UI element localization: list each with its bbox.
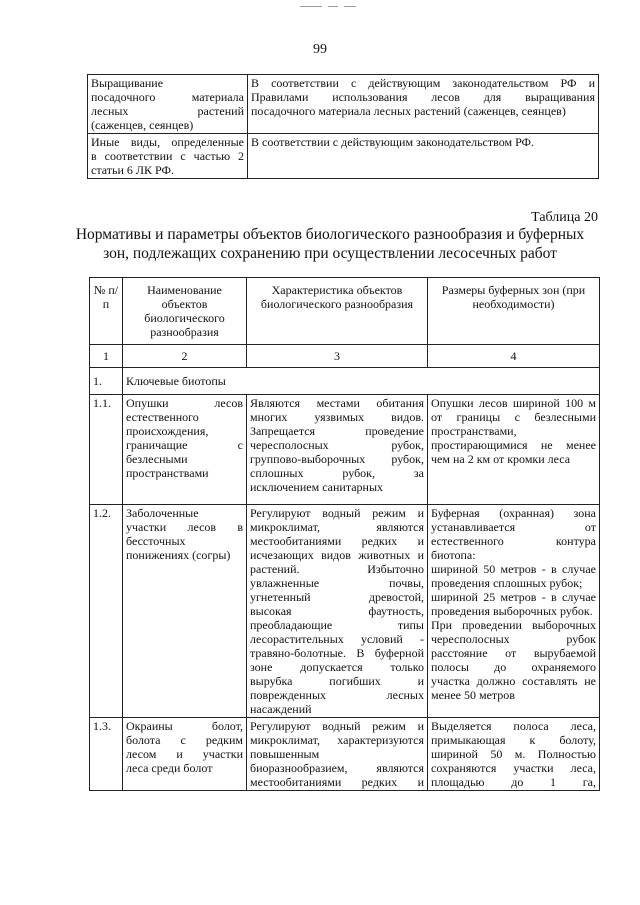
row-num: 1.3. <box>90 718 123 791</box>
table-title: Нормативы и параметры объектов биологического разнообразия и буферных зон, подлежащих сохранению при осуществлении лесосечных работ <box>75 226 585 262</box>
biodiversity-table <box>89 277 600 791</box>
activity-value-cell: В соответствии с действующим законодательством РФ. <box>248 134 599 179</box>
biotope-name: Заболоченные участки лесов в бессточных понижениях (согры) <box>123 505 247 718</box>
column-index-row <box>90 345 600 368</box>
activity-name-cell: Выращивание посадочного материала лесных растений (саженцев, сеянцев) <box>88 75 248 134</box>
table-row <box>88 134 599 179</box>
table-row <box>90 718 600 791</box>
activity-value-cell: В соответствии с действующим законодательством РФ и Правилами использования лесов для выращивания посадочного материала лесных растений (саженцев, сеянцев) <box>248 75 599 134</box>
activities-table <box>87 74 599 179</box>
section-title: Ключевые биотопы <box>123 368 600 395</box>
biotope-name: Окраины болот, болота с редким лесом и участки леса среди болот <box>123 718 247 791</box>
buffer-zone-size: Буферная (охранная) зона устанавливается от естественного контура биотопа: шириной 50 метров - в случае проведения сплошных рубок; шириной 25 метров - в случае проведения выборочных рубок. При проведении выборочных чересполосных рубок расстояние от вырубаемой полосы до охраняемого участка должно составлять не менее 50 метров <box>428 505 600 718</box>
biotope-name: Опушки лесов естественного происхождения, граничащие с безлесными пространствами <box>123 395 247 505</box>
header-buffer: Размеры буферных зон (при необходимости) <box>428 278 600 345</box>
table-row <box>88 75 599 134</box>
section-num: 1. <box>90 368 123 395</box>
section-row <box>90 368 600 395</box>
column-index: 4 <box>428 345 600 368</box>
header-name: Наименование объектов биологического разнообразия <box>123 278 247 345</box>
biotope-characteristics: Регулируют водный режим и микроклимат, характеризуются повышенным биоразнообразием, являются местообитаниями редких и <box>247 718 428 791</box>
page-number: 99 <box>313 42 327 57</box>
column-index: 2 <box>123 345 247 368</box>
table-row <box>90 395 600 505</box>
activity-name-cell: Иные виды, определенные в соответствии с частью 2 статьи 6 ЛК РФ. <box>88 134 248 179</box>
header-characteristics: Характеристика объектов биологического разнообразия <box>247 278 428 345</box>
row-num: 1.2. <box>90 505 123 718</box>
table-row <box>90 505 600 718</box>
header-row <box>90 278 600 345</box>
biotope-characteristics: Регулируют водный режим и микроклимат, являются местообитаниями редких и исчезающих видов животных и растений. Избыточно увлажненные почвы, угнетенный древостой, высокая фаутность, преобладающие типы лесорастительных условий - травяно-болотные. В буферной зоне допускается только вырубка погибших и поврежденных лесных насаждений <box>247 505 428 718</box>
buffer-zone-size: Выделяется полоса леса, примыкающая к болоту, шириной 50 м. Полностью сохраняются участки леса, площадью до 1 га, <box>428 718 600 791</box>
header-num: № п/п <box>90 278 123 345</box>
column-index: 1 <box>90 345 123 368</box>
scan-artifact <box>300 6 366 8</box>
biotope-characteristics: Являются местами обитания многих уязвимых видов. Запрещается проведение чересполосных рубок, группово-выборочных рубок, сплошных рубок, за исключением санитарных <box>247 395 428 505</box>
buffer-zone-size: Опушки лесов шириной 100 м от границы с безлесными пространствами, простирающимися не менее чем на 2 км от кромки леса <box>428 395 600 505</box>
column-index: 3 <box>247 345 428 368</box>
row-num: 1.1. <box>90 395 123 505</box>
table-label: Таблица 20 <box>531 210 598 225</box>
